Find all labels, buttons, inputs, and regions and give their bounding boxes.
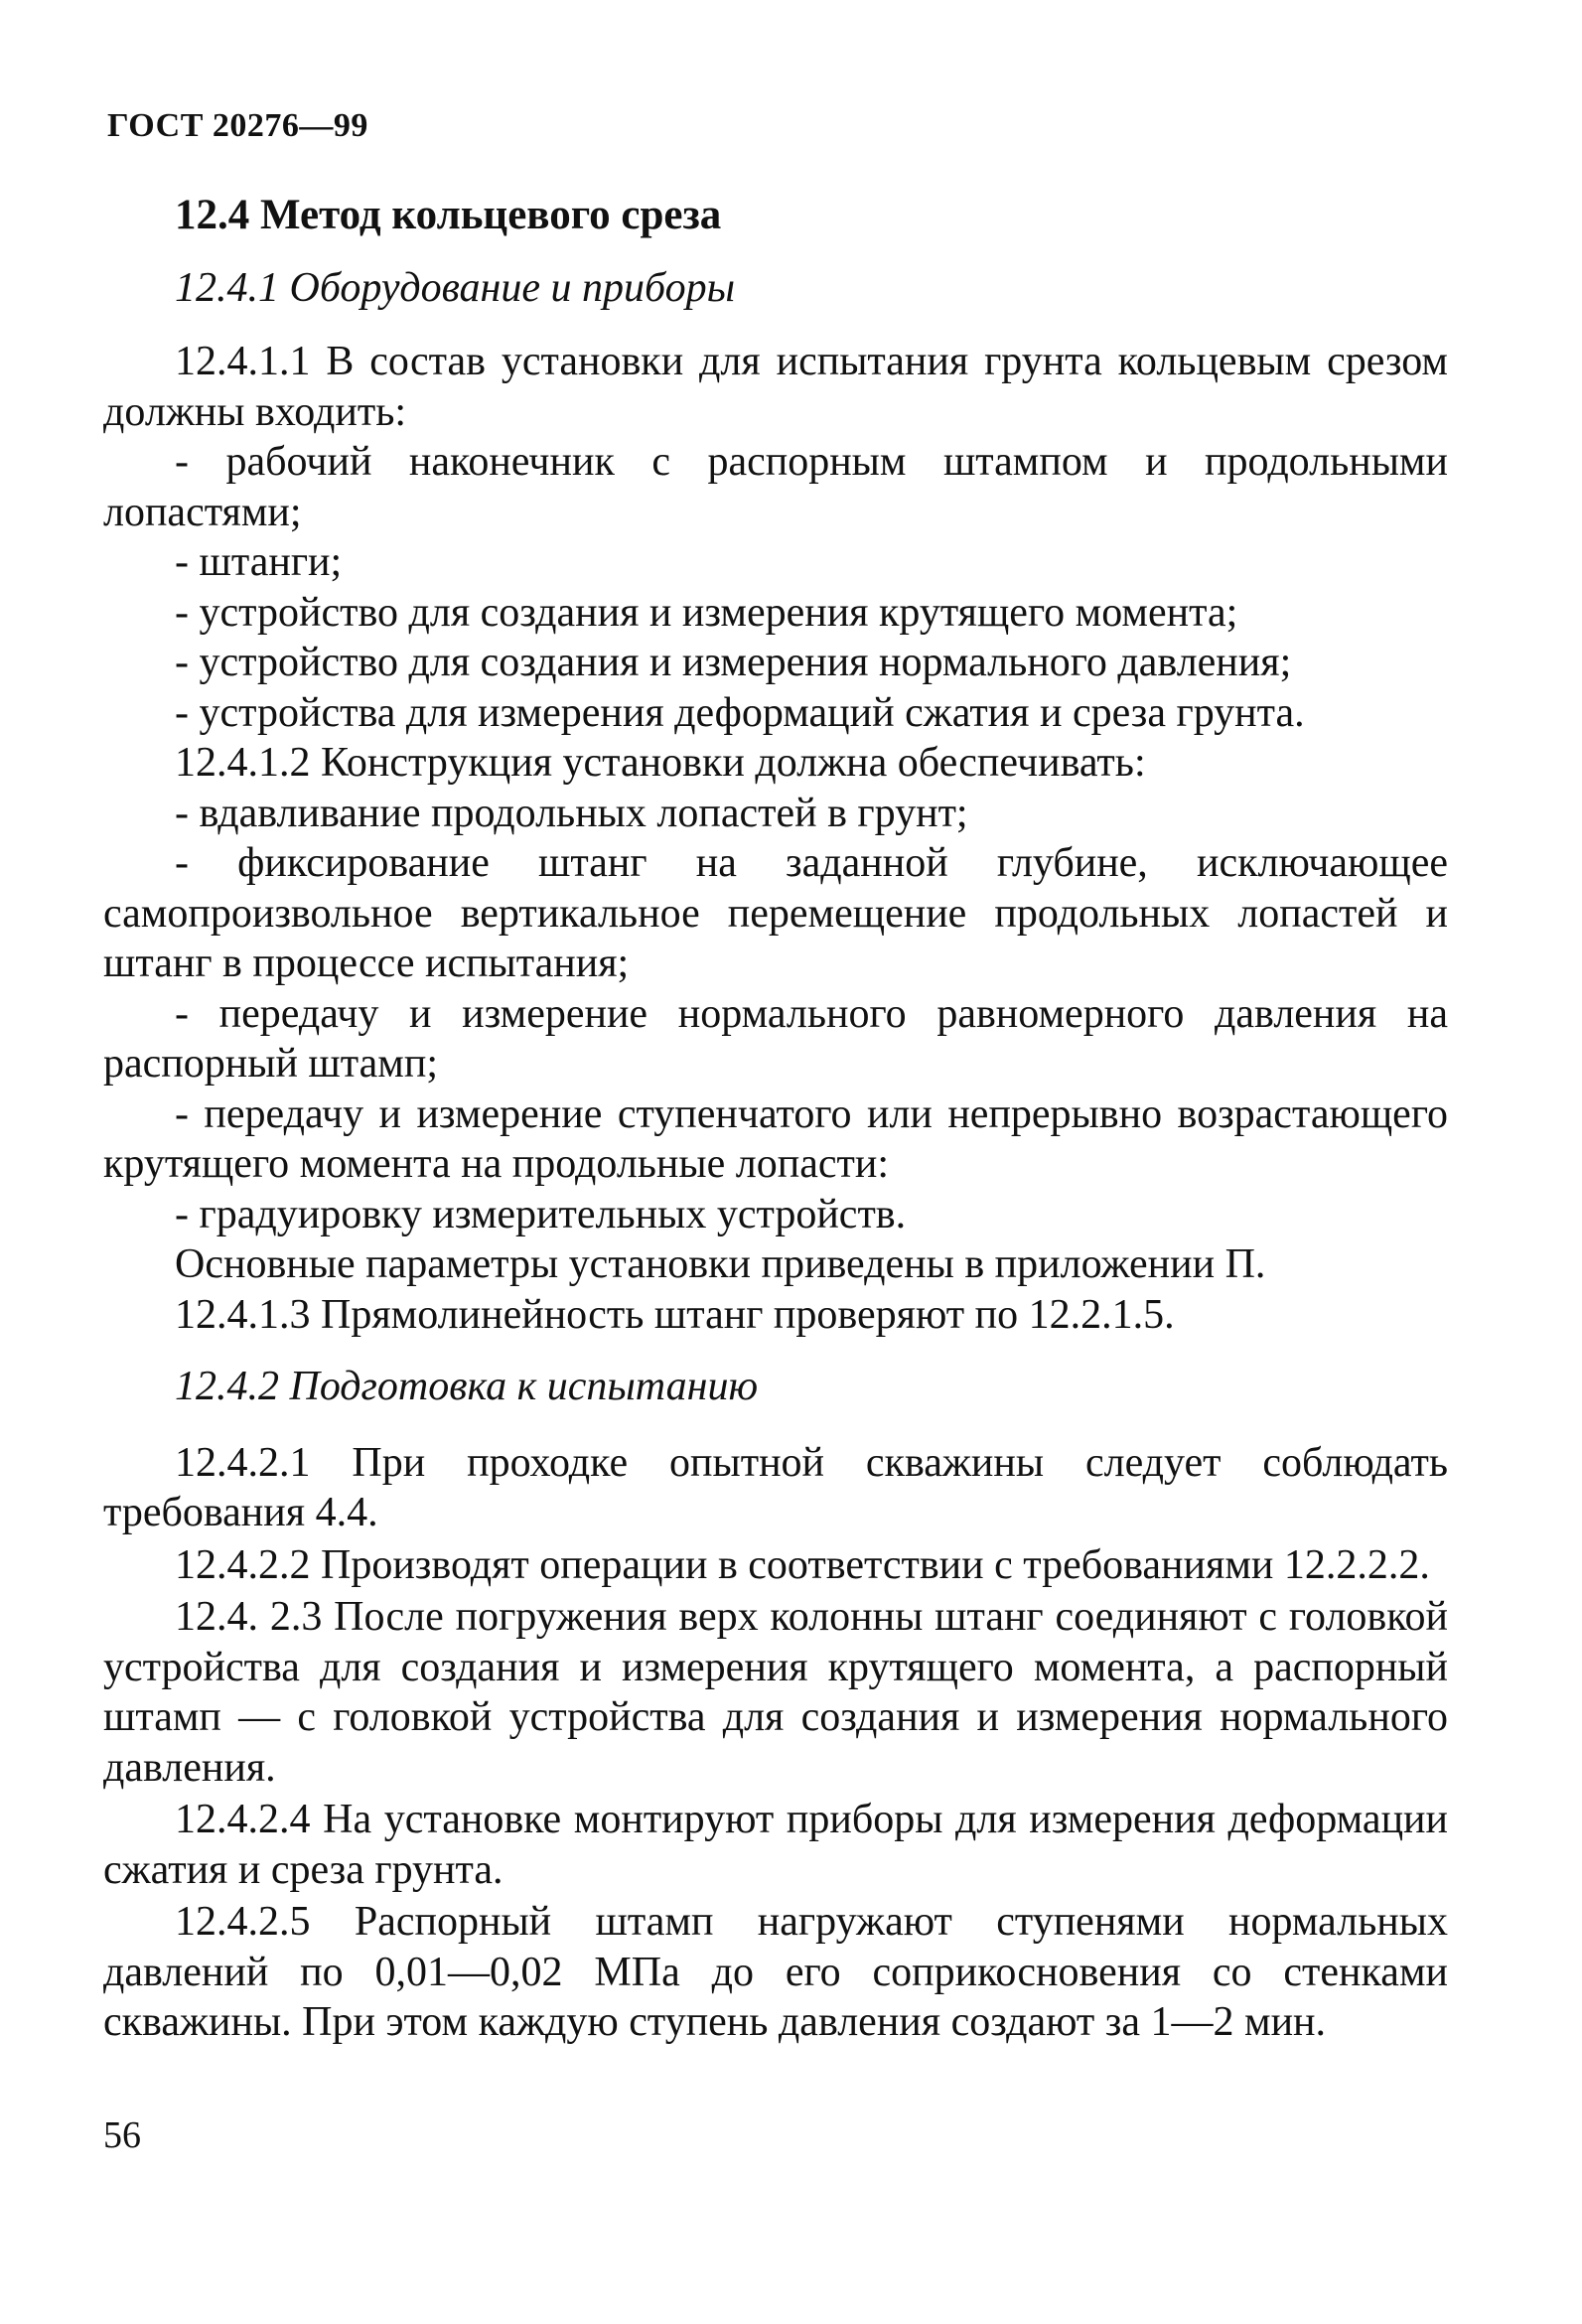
paragraph: 12.4.1.3 Прямолинейность штанг проверяют по 12.2.1.5. [175,1291,1175,1338]
list-item: - передачу и измерение нормального равномерного давления на распорный штамп; [103,990,1448,1087]
paragraph: Основные параметры установки приведены в приложении П. [175,1241,1266,1287]
subsection-title-equipment: 12.4.1 Оборудование и приборы [175,264,736,311]
page-number: 56 [103,2114,141,2156]
paragraph: 12.4.2.5 Распорный штамп нагружают ступенями нормальных давлений по 0,01—0,02 МПа до его соприкосновения со стенками скважины. При этом каждую ступень давления создают за 1—2 мин. [103,1899,1448,2045]
paragraph: 12.4.1.2 Конструкция установки должна обеспечивать: [175,740,1146,786]
list-item: - устройство для создания и измерения нормального давления; [175,640,1292,685]
list-item: - устройство для создания и измерения крутящего момента; [175,589,1238,636]
page-content [103,191,1448,2048]
list-item: - вдавливание продольных лопастей в грунт; [175,790,968,836]
list-item: - рабочий наконечник с распорным штампом и продольными лопастями; [103,439,1448,535]
list-item: - фиксирование штанг на заданной глубине, исключающее самопроизвольное вертикальное перемещение продольных лопастей и штанг в процессе испытания; [103,840,1448,986]
paragraph: 12.4.2.4 На установке монтируют приборы для измерения деформации сжатия и среза грунта. [103,1797,1448,1893]
standard-header: ГОСТ 20276—99 [107,107,368,144]
section-title: 12.4 Метод кольцевого среза [175,192,722,238]
paragraph: 12.4.2.1 При проходке опытной скважины следует соблюдать требования 4.4. [103,1439,1448,1535]
paragraph: 12.4.1.1 В состав установки для испытания грунта кольцевым срезом должны входить: [103,339,1448,435]
subsection-title-preparation: 12.4.2 Подготовка к испытанию [175,1364,759,1409]
list-item: - устройства для измерения деформаций сжатия и среза грунта. [175,689,1305,736]
list-item: - штанги; [175,539,343,585]
list-item: - передачу и измерение ступенчатого или непрерывно возрастающего крутящего момента на продольные лопасти: [103,1090,1448,1187]
paragraph: 12.4. 2.3 После погружения верх колонны штанг соединяют с головкой устройства для создания и измерения крутящего момента, а распорный штамп — с головкой устройства для создания и измерения нормального давления. [103,1594,1448,1791]
list-item: - градуировку измерительных устройств. [175,1191,907,1237]
paragraph: 12.4.2.2 Производят операции в соответствии с требованиями 12.2.2.2. [175,1541,1430,1588]
